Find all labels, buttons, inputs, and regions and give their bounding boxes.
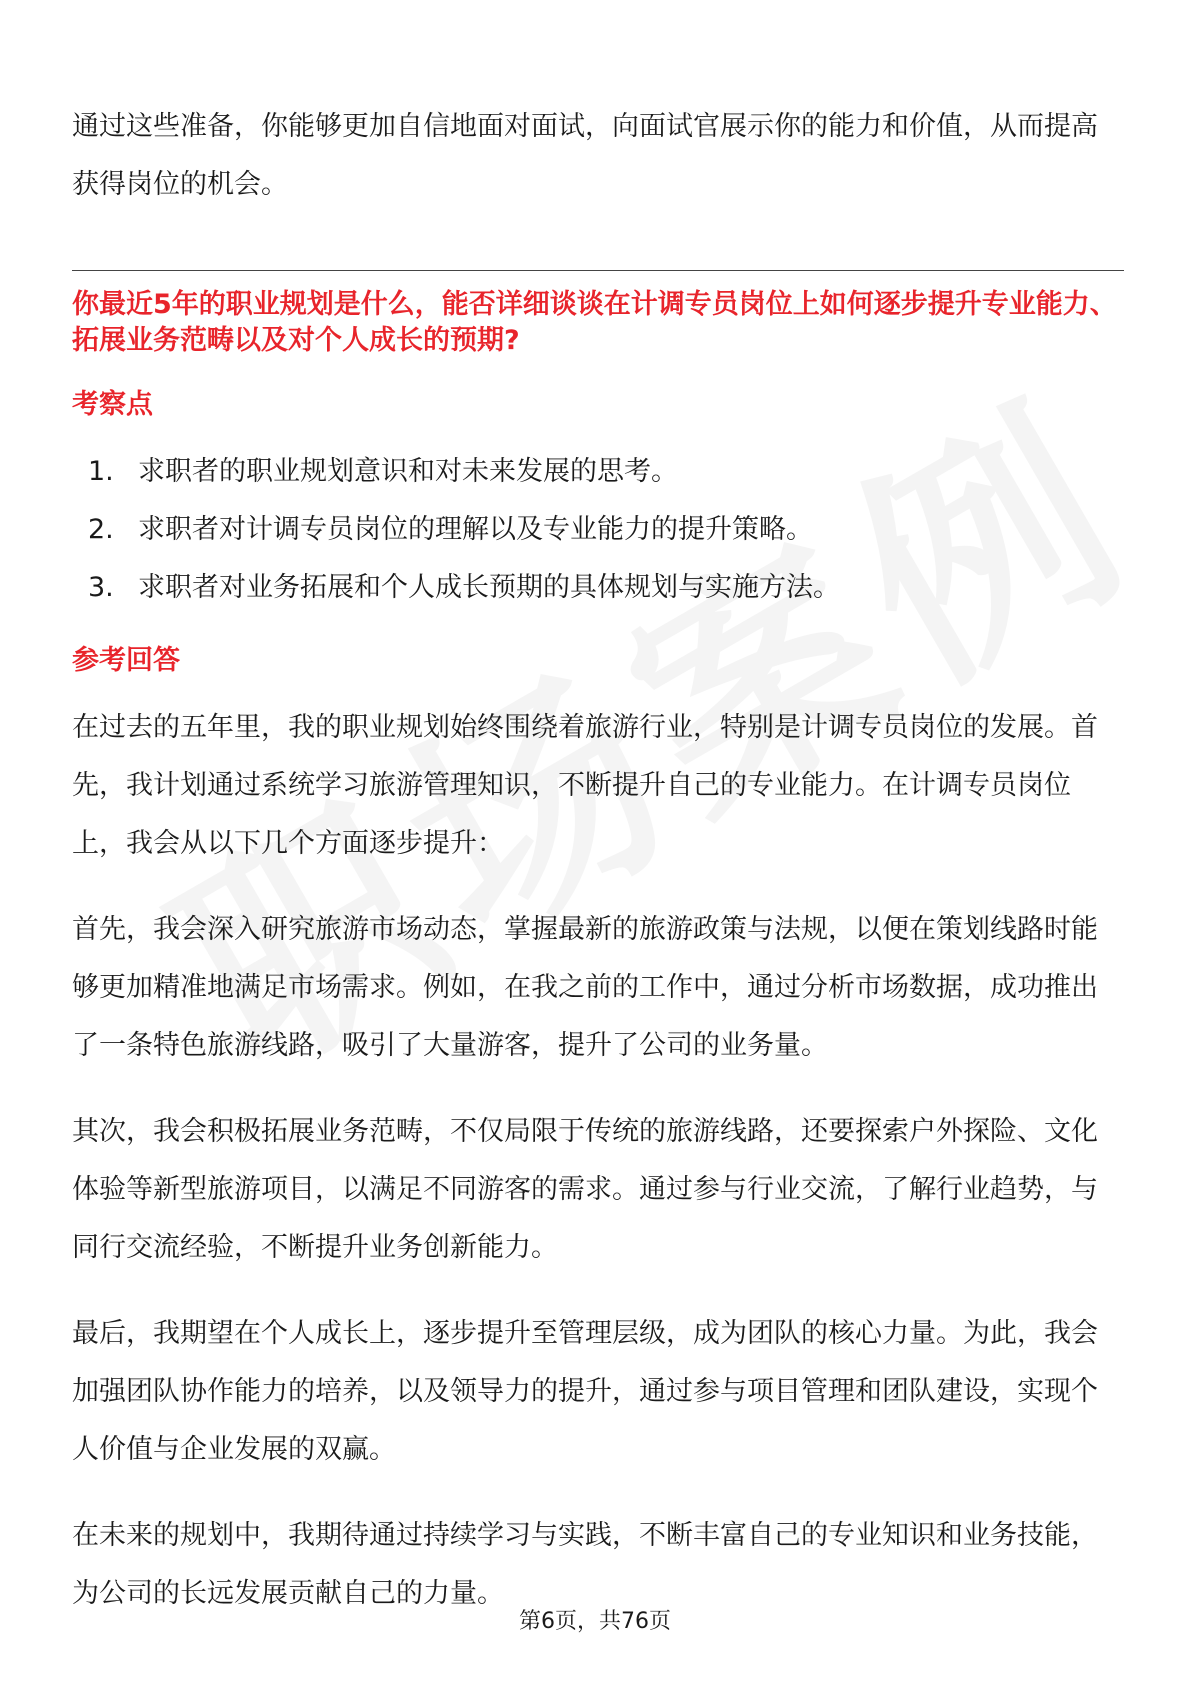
answer-paragraph: 其次，我会积极拓展业务范畴，不仅局限于传统的旅游线路，还要探索户外探险、文化体验等新型旅游项目，以满足不同游客的需求。通过参与行业交流，了解行业趋势，与同行交流经验，不断提升业务创新能力。 [72, 1116, 1098, 1263]
answer-label: 参考回答 [72, 645, 180, 676]
examination-points [72, 443, 1122, 617]
page-number-footer: 第6页，共76页 [519, 1609, 671, 1634]
question-heading: 你最近5年的职业规划是什么，能否详细谈谈在计调专员岗位上如何逐步提升专业能力、拓展业务范畴以及对个人成长的预期? [72, 289, 1117, 356]
point-text: 求职者对计调专员岗位的理解以及专业能力的提升策略。 [138, 514, 813, 545]
answer-paragraph: 最后，我期望在个人成长上，逐步提升至管理层级，成为团队的核心力量。为此，我会加强团队协作能力的培养，以及领导力的提升，通过参与项目管理和团队建设，实现个人价值与企业发展的双赢。 [72, 1318, 1098, 1465]
point-text: 求职者的职业规划意识和对未来发展的思考。 [138, 456, 678, 487]
examination-label: 考察点 [72, 389, 153, 420]
point-number: 3. [88, 572, 114, 603]
answer-paragraph: 在未来的规划中，我期待通过持续学习与实践，不断丰富自己的专业知识和业务技能，为公司的长远发展贡献自己的力量。 [72, 1520, 1098, 1609]
examination-point [72, 501, 1122, 559]
answer-paragraph: 在过去的五年里，我的职业规划始终围绕着旅游行业，特别是计调专员岗位的发展。首先，我计划通过系统学习旅游管理知识，不断提升自己的专业能力。在计调专员岗位上，我会从以下几个方面逐步提升： [72, 712, 1098, 859]
point-number: 2. [88, 514, 114, 545]
point-number: 1. [88, 456, 114, 487]
intro-paragraph: 通过这些准备，你能够更加自信地面对面试，向面试官展示你的能力和价值，从而提高获得岗位的机会。 [72, 111, 1098, 200]
page-content [72, 98, 1122, 1651]
answer-paragraph: 首先，我会深入研究旅游市场动态，掌握最新的旅游政策与法规，以便在策划线路时能够更加精准地满足市场需求。例如，在我之前的工作中，通过分析市场数据，成功推出了一条特色旅游线路，吸引了大量游客，提升了公司的业务量。 [72, 914, 1098, 1061]
section-divider [72, 270, 1124, 271]
examination-point [72, 559, 1122, 617]
examination-point [72, 443, 1122, 501]
point-text: 求职者对业务拓展和个人成长预期的具体规划与实施方法。 [138, 572, 840, 603]
